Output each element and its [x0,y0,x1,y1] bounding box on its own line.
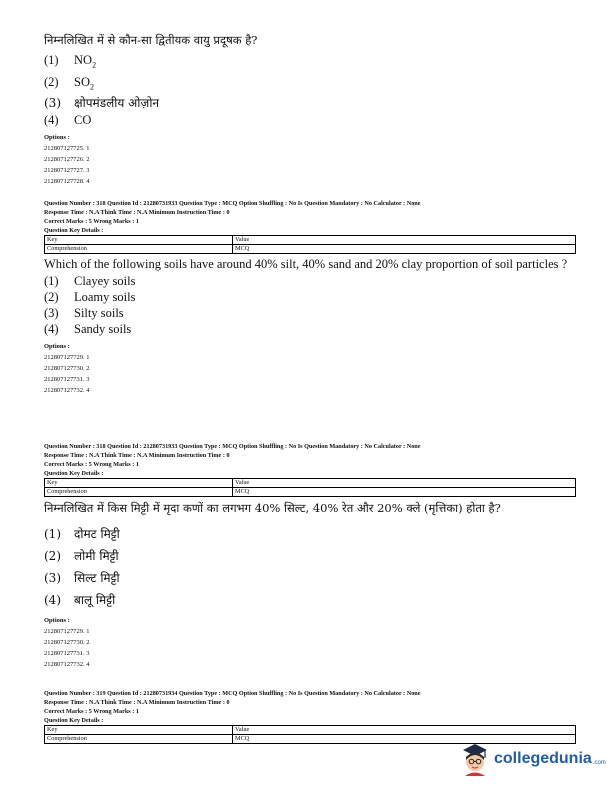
key-table: Key Value Comprehension MCQ [44,725,576,744]
option-2: (2) $SO_2$ [44,74,94,91]
question-text: Which of the following soils have around 40% silt, 40% sand and 20% clay proportion of soil particles ? [44,257,568,271]
collegedunia-logo[interactable] [460,742,606,776]
graduate-mascot-icon [460,742,490,776]
question-text: निम्नलिखित में से कौन-सा द्वितीयक वायु प्रदूषक है? [44,33,258,47]
question-meta: Question Number : 318 Question Id : 21280731933 Question Type : MCQ Option Shuffling : No Is Question Mandatory : No Calculator : None Response Time : N.A Think Time : N.A Minimum Instruction Time : 0 Correct Marks : 5 Wrong Marks : 1 Question Key Details : [44,443,421,477]
option-1: (1) दोमट मिट्टी [44,527,120,541]
option-ids: Options : 212807127725. 1 212807127726. 2 212807127727. 3 212807127728. 4 [44,134,90,185]
option-3: (3) सिल्ट मिट्टी [44,571,120,585]
logo-text: collegedunia [494,750,592,767]
key-table: Key Value Comprehension MCQ [44,478,576,497]
question-block-1 [44,32,579,187]
logo-domain: .com [592,760,606,766]
option-3: (3) क्षोपमंडलीय ओज़ोन [44,96,160,110]
key-table: Key Value Comprehension MCQ [44,235,576,254]
option-ids: Options : 212807127729. 1 212807127730. 2 212807127731. 3 212807127732. 4 [44,343,90,394]
option-2: (2) Loamy soils [44,290,136,304]
question-block-2 [44,199,579,396]
option-4: (4) बालू मिट्टी [44,593,116,607]
question-block-4 [44,689,579,744]
option-1: (1) $NO_2$ [44,53,97,70]
option-ids: Options : 212807127729. 1 212807127730. 2 212807127731. 3 212807127732. 4 [44,617,90,668]
option-1: (1) Clayey soils [44,274,136,288]
option-4: (4) Sandy soils [44,322,132,336]
question-meta: Question Number : 318 Question Id : 21280731933 Question Type : MCQ Option Shuffling : No Is Question Mandatory : No Calculator : None Response Time : N.A Think Time : N.A Minimum Instruction Time : 0 Correct Marks : 5 Wrong Marks : 1 Question Key Details : [44,200,421,234]
option-2: (2) लोमी मिट्टी [44,549,119,563]
option-3: (3) Silty soils [44,306,124,320]
question-text: निम्नलिखित में किस मिट्टी में मृदा कणों का लगभग 40% सिल्ट, 40% रेत और 20% क्ले (मृत्तिका) होता है? [44,501,501,515]
option-4: (4) CO [44,113,92,127]
question-meta: Question Number : 319 Question Id : 21280731934 Question Type : MCQ Option Shuffling : No Is Question Mandatory : No Calculator : None Response Time : N.A Think Time : N.A Minimum Instruction Time : 0 Correct Marks : 5 Wrong Marks : 1 Question Key Details : [44,690,421,724]
question-block-3 [44,442,579,670]
